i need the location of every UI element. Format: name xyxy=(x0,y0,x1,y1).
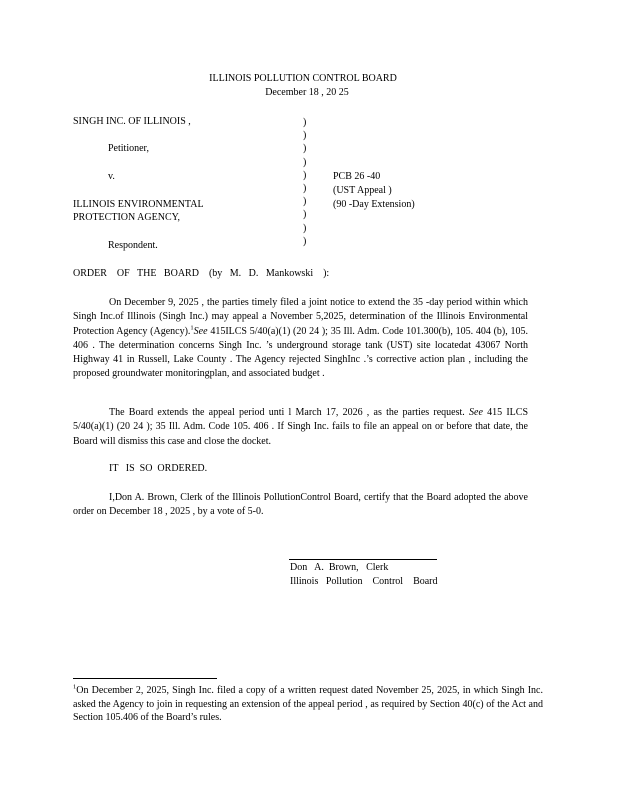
footnote xyxy=(73,684,543,725)
footnote-text: On December 2, 2025, Singh Inc. filed a copy of a written request dated November 25, 2025, in which Singh Inc. asked the Agency to join in requesting an extension of the appeal period , as required by Section 40(c) of the Act and Section 105.406 of the Board’s rules. xyxy=(73,685,543,723)
caption-parentheses: ) ) ) ) ) ) ) ) ) ) xyxy=(303,117,307,247)
respondent-label: Respondent. xyxy=(108,240,158,251)
paragraph-2-text: The Board extends the appeal period unti l March 17, 2026 , as the parties request. xyxy=(109,407,465,418)
respondent-name-line2: PROTECTION AGENCY, xyxy=(73,212,181,223)
footnote-reference: 1 xyxy=(190,324,194,332)
signature-line xyxy=(289,559,437,560)
signature-title: Illinois Pollution Control Board xyxy=(290,576,438,587)
board-title: ILLINOIS POLLUTION CONTROL BOARD xyxy=(209,73,397,84)
order-date: December 18 , 20 25 xyxy=(265,87,349,98)
case-type: (UST Appeal ) xyxy=(333,185,392,196)
paragraph-1-citation: 415ILCS 5/40(a)(1) (20 24 ); 35 Ill. Adm. Code 101.300(b), 105. 404 (b), 105. 406 . The determination concerns Singh Inc. ’s underground storage tank (UST) site locatedat 43067 North Highway 41 in Russell, Lake County . The Agency rejected SinghInc .’s corrective action plan , including the proposed groundwater monitoringplan, and associated budget . xyxy=(73,325,528,380)
versus: v. xyxy=(108,171,115,182)
petitioner-label: Petitioner, xyxy=(108,143,149,154)
so-ordered: IT IS SO ORDERED. xyxy=(109,463,208,474)
case-extension: (90 -Day Extension) xyxy=(333,199,415,210)
see-signal-2: See xyxy=(469,407,483,418)
signature-name: Don A. Brown, Clerk xyxy=(290,562,389,573)
order-heading: ORDER OF THE BOARD (by M. D. Mankowski ): xyxy=(73,268,330,279)
respondent-name-line1: ILLINOIS ENVIRONMENTAL xyxy=(73,199,204,210)
paragraph-2-citation: 415 ILCS 5/40(a)(1) (20 24 ); 35 Ill. Adm. Code 105. 406 . If Singh Inc. fails to file an appeal on or before that date, the Board will dismiss this case and close the docket. xyxy=(73,407,529,447)
footnote-separator xyxy=(73,678,217,679)
paragraph-1-text: On December 9, 2025 , the parties timely filed a joint notice to extend the 35 -day period within which Singh Inc.of Illinois (Singh Inc.) may appeal a November 5,2025, determination of the Illinois Environmental Protection Agency (Agency). xyxy=(73,297,528,337)
see-signal: See xyxy=(193,325,208,337)
petitioner-name: SINGH INC. OF ILLINOIS , xyxy=(73,116,191,127)
footnote-marker: 1 xyxy=(73,683,77,691)
case-number: PCB 26 -40 xyxy=(333,171,381,182)
paragraph-1 xyxy=(73,296,528,382)
paragraph-2 xyxy=(73,406,528,449)
clerk-certification: I,Don A. Brown, Clerk of the Illinois PollutionControl Board, certify that the Board adopted the above order on December 18 , 2025 , by a vote of 5-0. xyxy=(73,492,528,518)
